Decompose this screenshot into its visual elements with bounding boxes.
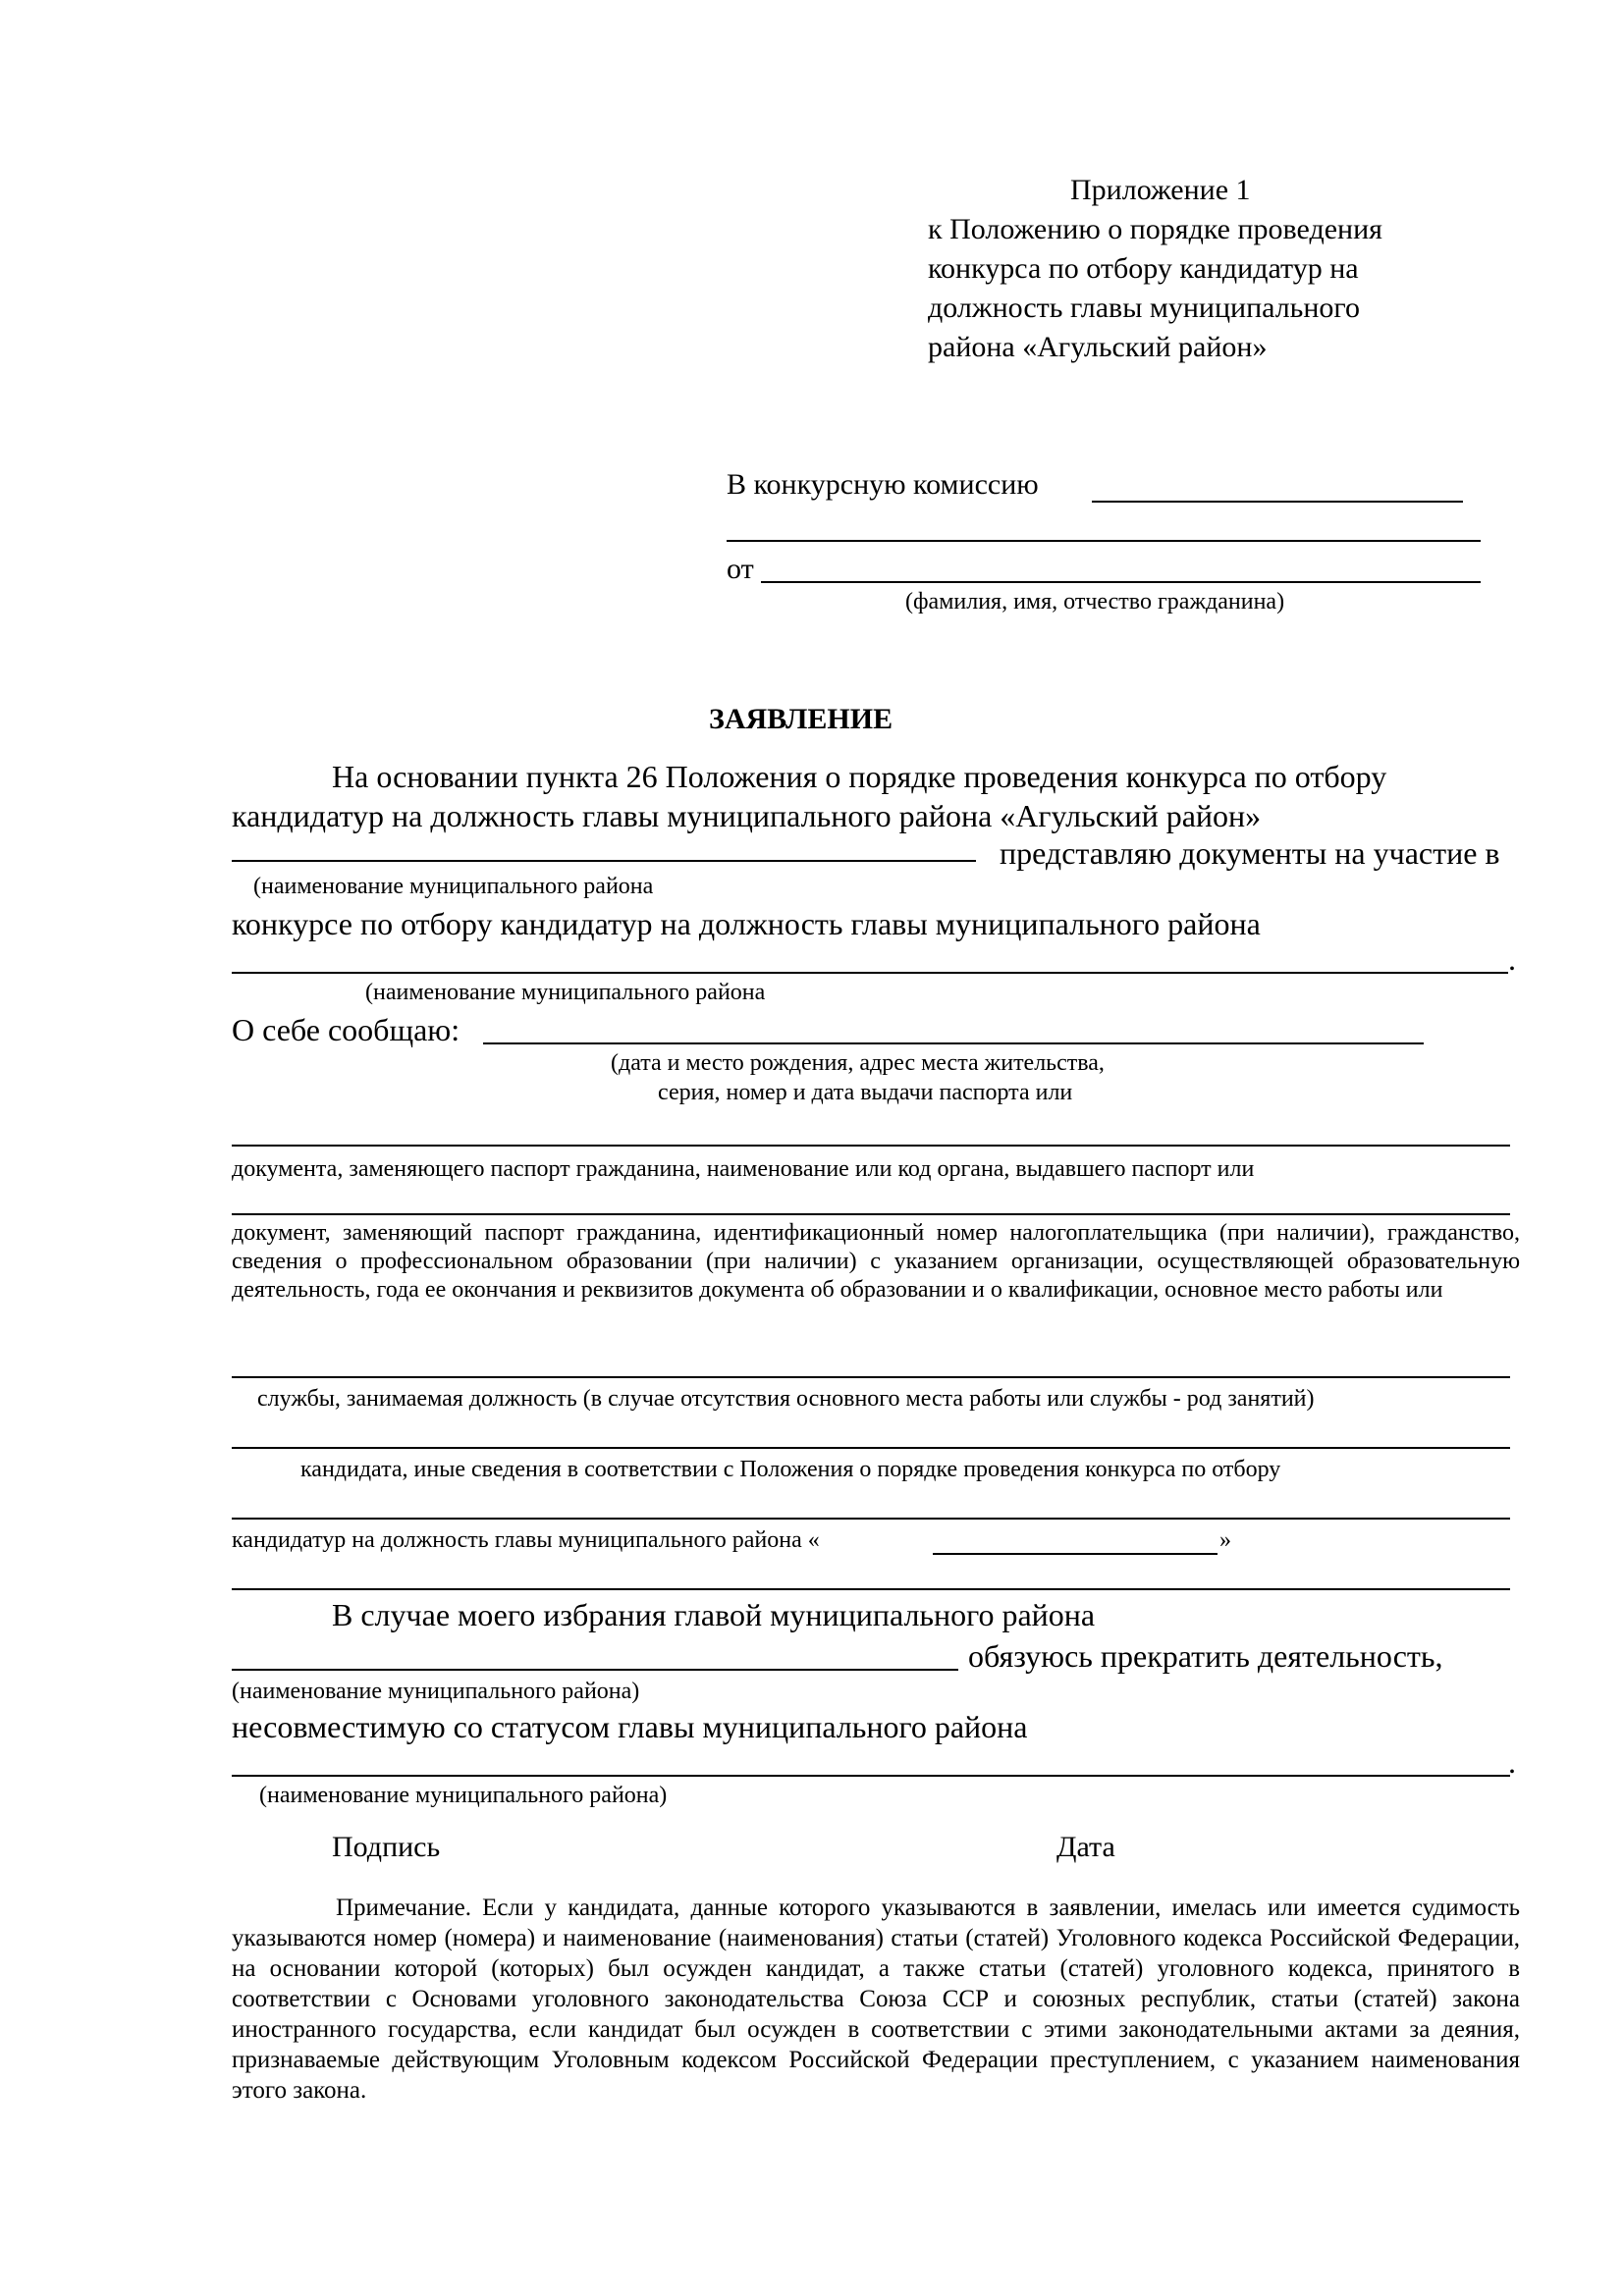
district-name-fill-line[interactable] — [933, 1553, 1218, 1555]
about-fill-line-3[interactable] — [232, 1213, 1510, 1215]
from-fill-line[interactable] — [761, 581, 1481, 583]
appendix-line: конкурса по отбору кандидатур на — [928, 252, 1359, 285]
from-label: от — [727, 553, 754, 585]
appendix-line: района «Агульский район» — [928, 331, 1268, 363]
caption-service: службы, занимаемая должность (в случае отсутствия основного места работы или службы - род занятий) — [257, 1386, 1315, 1412]
caption-municipality: (наименование муниципального района — [253, 874, 654, 899]
caption-document: документа, заменяющего паспорт гражданина, наименование или код органа, выдавшего паспорт или — [232, 1156, 1255, 1182]
to-commission-label: В конкурсную комиссию — [727, 468, 1039, 501]
para1-line1: На основании пункта 26 Положения о порядке проведения конкурса по отбору — [332, 759, 1387, 794]
period: . — [1508, 1744, 1516, 1780]
about-fill-line-4[interactable] — [232, 1376, 1510, 1378]
caption-municipality: (наименование муниципального района) — [232, 1679, 640, 1704]
para1-line3-tail: представляю документы на участие в — [1000, 835, 1500, 871]
municipality-fill-line[interactable] — [232, 860, 976, 862]
about-fill-line-2[interactable] — [232, 1145, 1510, 1147]
about-fill-line-6[interactable] — [232, 1518, 1510, 1520]
caption-municipality: (наименование муниципального района — [365, 980, 766, 1005]
note-paragraph: Примечание. Если у кандидата, данные которого указываются в заявлении, имелась или имеется судимость указываются номер (номера) и наименование (наименования) статьи (статей) Уголовного кодекса Российской Федерации, на основании которой (которых) был осужден кандидат, а также статьи (статей) уголовного кодекса, принятого в соответствии с Основами уголовного законодательства Союза ССР и союзных республик, статьи (статей) закона иностранного государства, если кандидат был осужден в соответствии с этими законодательными актами за деяния, признаваемые действующим Уголовным кодексом Российской Федерации преступлением, с указанием наименования этого закона. — [232, 1895, 1520, 2104]
appendix-title: Приложение 1 — [1070, 174, 1251, 206]
para2-line2-tail: обязуюсь прекратить деятельность, — [968, 1638, 1443, 1674]
caption-block: документ, заменяющий паспорт гражданина, идентификационный номер налогоплательщика (при наличии), гражданство, сведения о профессиональном образовании (при наличии) с указанием организации, осуществляющей образовательную деятельность, года ее окончания и реквизитов документа об образовании и о квалификации, основное место работы или — [232, 1220, 1520, 1303]
caption-municipality: (наименование муниципального района) — [259, 1783, 668, 1808]
para2-line3: несовместимую со статусом главы муниципального района — [232, 1709, 1028, 1744]
about-caption: серия, номер и дата выдачи паспорта или — [658, 1080, 1073, 1105]
municipality-fill-line-2[interactable] — [232, 972, 1508, 974]
about-label: О себе сообщаю: — [232, 1012, 460, 1047]
period: . — [1508, 941, 1516, 977]
about-fill-line-7[interactable] — [232, 1588, 1510, 1590]
date-label: Дата — [1056, 1831, 1115, 1863]
para1-line4: конкурсе по отбору кандидатур на должность главы муниципального района — [232, 906, 1261, 941]
para2-line1: В случае моего избрания главой муниципального района — [332, 1597, 1096, 1632]
about-caption: (дата и место рождения, адрес места жительства, — [611, 1050, 1105, 1076]
municipality-fill-line-4[interactable] — [232, 1775, 1510, 1777]
about-fill-line[interactable] — [483, 1042, 1424, 1044]
signature-label: Подпись — [332, 1831, 441, 1863]
caption-position-end: » — [1219, 1527, 1231, 1553]
municipality-fill-line-3[interactable] — [232, 1669, 958, 1671]
para1-line2: кандидатур на должность главы муниципального района «Агульский район» — [232, 798, 1262, 833]
about-fill-line-5[interactable] — [232, 1447, 1510, 1449]
commission-fill-line-2[interactable] — [727, 540, 1481, 542]
appendix-line: должность главы муниципального — [928, 292, 1360, 324]
appendix-line: к Положению о порядке проведения — [928, 213, 1382, 245]
name-caption: (фамилия, имя, отчество гражданина) — [905, 589, 1285, 614]
caption-candidate: кандидата, иные сведения в соответствии с Положения о порядке проведения конкурса по отбору — [300, 1457, 1281, 1482]
caption-position: кандидатур на должность главы муниципального района « — [232, 1527, 820, 1553]
commission-fill-line[interactable] — [1092, 501, 1463, 503]
statement-title: ЗАЯВЛЕНИЕ — [709, 703, 893, 735]
